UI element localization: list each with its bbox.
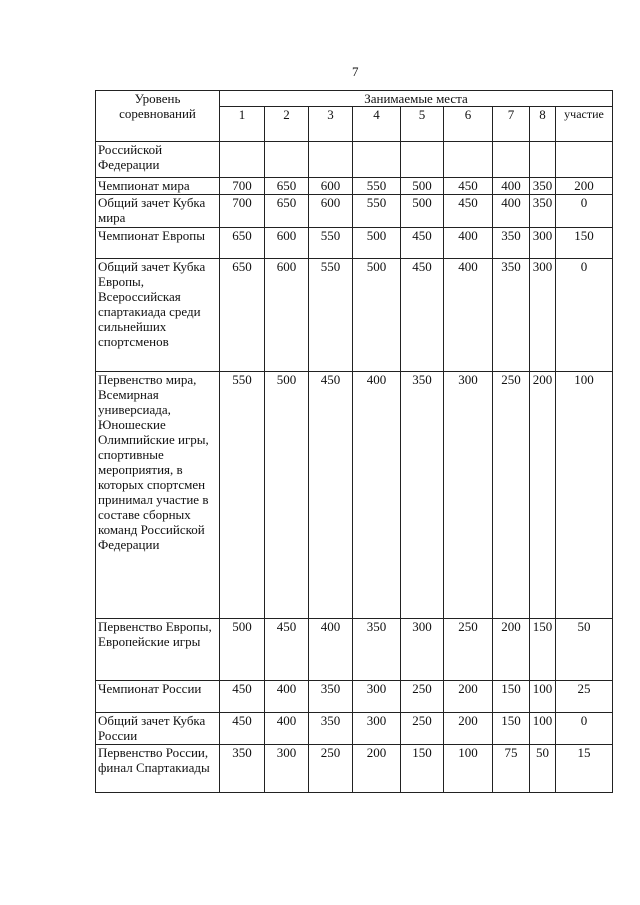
place-points-cell: 50 — [530, 745, 556, 793]
place-header: 5 — [401, 107, 444, 142]
competition-level-cell: Первенство мира, Всемирная универсиада, Юношеские Олимпийские игры, спортивные мероприятия, в которых спортсмен принимал участие в составе сборных команд Российской Федерации — [96, 372, 220, 619]
place-points-cell: 200 — [444, 713, 493, 745]
place-points-cell: 500 — [265, 372, 309, 619]
table-row — [96, 259, 613, 372]
place-points-cell: 450 — [444, 195, 493, 228]
place-points-cell: 250 — [444, 619, 493, 681]
place-points-cell: 550 — [353, 178, 401, 195]
place-points-cell: 550 — [353, 195, 401, 228]
place-points-cell: 200 — [444, 681, 493, 713]
place-points-cell: 350 — [530, 178, 556, 195]
place-points-cell: 450 — [401, 228, 444, 259]
place-points-cell: 300 — [265, 745, 309, 793]
place-points-cell: 500 — [401, 178, 444, 195]
place-points-cell: 400 — [265, 681, 309, 713]
place-points-cell — [444, 142, 493, 178]
place-points-cell: 250 — [493, 372, 530, 619]
participation-points-cell: 100 — [556, 372, 613, 619]
place-points-cell — [265, 142, 309, 178]
place-points-cell: 100 — [530, 713, 556, 745]
place-points-cell: 150 — [493, 681, 530, 713]
place-points-cell: 300 — [530, 259, 556, 372]
competition-points-table — [95, 90, 613, 793]
place-points-cell — [353, 142, 401, 178]
place-points-cell: 450 — [401, 259, 444, 372]
table-row — [96, 619, 613, 681]
place-points-cell: 450 — [444, 178, 493, 195]
competition-level-cell: Общий зачет Кубка России — [96, 713, 220, 745]
place-points-cell: 400 — [309, 619, 353, 681]
participation-points-cell: 0 — [556, 195, 613, 228]
place-points-cell: 400 — [444, 228, 493, 259]
level-column-header: Уровень соревнований — [96, 91, 220, 142]
competition-level-cell: Общий зачет Кубка мира — [96, 195, 220, 228]
place-points-cell: 350 — [401, 372, 444, 619]
place-header: 1 — [220, 107, 265, 142]
place-header: 2 — [265, 107, 309, 142]
place-points-cell: 150 — [401, 745, 444, 793]
place-points-cell: 450 — [309, 372, 353, 619]
place-points-cell: 500 — [220, 619, 265, 681]
place-points-cell: 300 — [401, 619, 444, 681]
place-points-cell: 700 — [220, 195, 265, 228]
competition-level-cell: Чемпионат мира — [96, 178, 220, 195]
place-points-cell: 500 — [353, 259, 401, 372]
competition-level-cell: Первенство России, финал Спартакиады — [96, 745, 220, 793]
place-points-cell: 700 — [220, 178, 265, 195]
table-row — [96, 142, 613, 178]
place-points-cell: 350 — [493, 228, 530, 259]
page-number: 7 — [352, 64, 359, 79]
table-row — [96, 228, 613, 259]
place-points-cell: 350 — [220, 745, 265, 793]
participation-header: участие — [556, 107, 613, 142]
competition-level-cell: Российской Федерации — [96, 142, 220, 178]
place-points-cell: 150 — [530, 619, 556, 681]
place-points-cell: 200 — [353, 745, 401, 793]
place-points-cell: 550 — [309, 259, 353, 372]
place-points-cell: 450 — [220, 681, 265, 713]
table-body — [96, 142, 613, 793]
place-points-cell: 500 — [401, 195, 444, 228]
table-row — [96, 745, 613, 793]
place-points-cell: 350 — [493, 259, 530, 372]
place-points-cell: 350 — [530, 195, 556, 228]
competition-level-cell: Чемпионат России — [96, 681, 220, 713]
table-row — [96, 195, 613, 228]
place-points-cell: 650 — [220, 259, 265, 372]
participation-points-cell: 0 — [556, 259, 613, 372]
places-column-header: Занимаемые места — [220, 91, 613, 107]
place-points-cell: 300 — [444, 372, 493, 619]
table-row — [96, 178, 613, 195]
participation-points-cell: 200 — [556, 178, 613, 195]
place-points-cell: 600 — [265, 228, 309, 259]
place-points-cell: 650 — [265, 178, 309, 195]
place-points-cell: 550 — [309, 228, 353, 259]
place-points-cell: 500 — [353, 228, 401, 259]
place-points-cell — [530, 142, 556, 178]
participation-points-cell: 50 — [556, 619, 613, 681]
place-points-cell: 300 — [353, 713, 401, 745]
participation-points-cell: 0 — [556, 713, 613, 745]
participation-points-cell: 150 — [556, 228, 613, 259]
place-points-cell: 400 — [265, 713, 309, 745]
place-points-cell: 650 — [265, 195, 309, 228]
place-points-cell — [493, 142, 530, 178]
place-points-cell: 400 — [493, 178, 530, 195]
table-row — [96, 372, 613, 619]
place-header: 6 — [444, 107, 493, 142]
place-points-cell: 450 — [265, 619, 309, 681]
place-points-cell: 550 — [220, 372, 265, 619]
place-points-cell: 100 — [530, 681, 556, 713]
place-points-cell: 600 — [309, 178, 353, 195]
place-points-cell: 150 — [493, 713, 530, 745]
place-points-cell: 250 — [401, 681, 444, 713]
place-points-cell: 350 — [309, 713, 353, 745]
participation-points-cell: 25 — [556, 681, 613, 713]
table-row — [96, 713, 613, 745]
place-header: 4 — [353, 107, 401, 142]
place-points-cell: 350 — [353, 619, 401, 681]
place-points-cell: 200 — [493, 619, 530, 681]
place-points-cell — [309, 142, 353, 178]
place-points-cell: 250 — [401, 713, 444, 745]
place-points-cell: 300 — [530, 228, 556, 259]
place-points-cell: 300 — [353, 681, 401, 713]
place-points-cell: 400 — [444, 259, 493, 372]
place-header: 7 — [493, 107, 530, 142]
participation-points-cell — [556, 142, 613, 178]
place-points-cell — [401, 142, 444, 178]
place-header: 3 — [309, 107, 353, 142]
competition-level-cell: Общий зачет Кубка Европы, Всероссийская спартакиада среди сильнейших спортсменов — [96, 259, 220, 372]
place-points-cell: 100 — [444, 745, 493, 793]
participation-points-cell: 15 — [556, 745, 613, 793]
place-points-cell: 600 — [265, 259, 309, 372]
place-points-cell: 75 — [493, 745, 530, 793]
place-points-cell: 400 — [353, 372, 401, 619]
competition-level-cell: Чемпионат Европы — [96, 228, 220, 259]
place-points-cell — [220, 142, 265, 178]
place-points-cell: 200 — [530, 372, 556, 619]
place-points-cell: 450 — [220, 713, 265, 745]
place-points-cell: 600 — [309, 195, 353, 228]
place-header: 8 — [530, 107, 556, 142]
place-points-cell: 350 — [309, 681, 353, 713]
place-points-cell: 650 — [220, 228, 265, 259]
table-row — [96, 681, 613, 713]
competition-level-cell: Первенство Европы, Европейские игры — [96, 619, 220, 681]
place-points-cell: 250 — [309, 745, 353, 793]
place-points-cell: 400 — [493, 195, 530, 228]
